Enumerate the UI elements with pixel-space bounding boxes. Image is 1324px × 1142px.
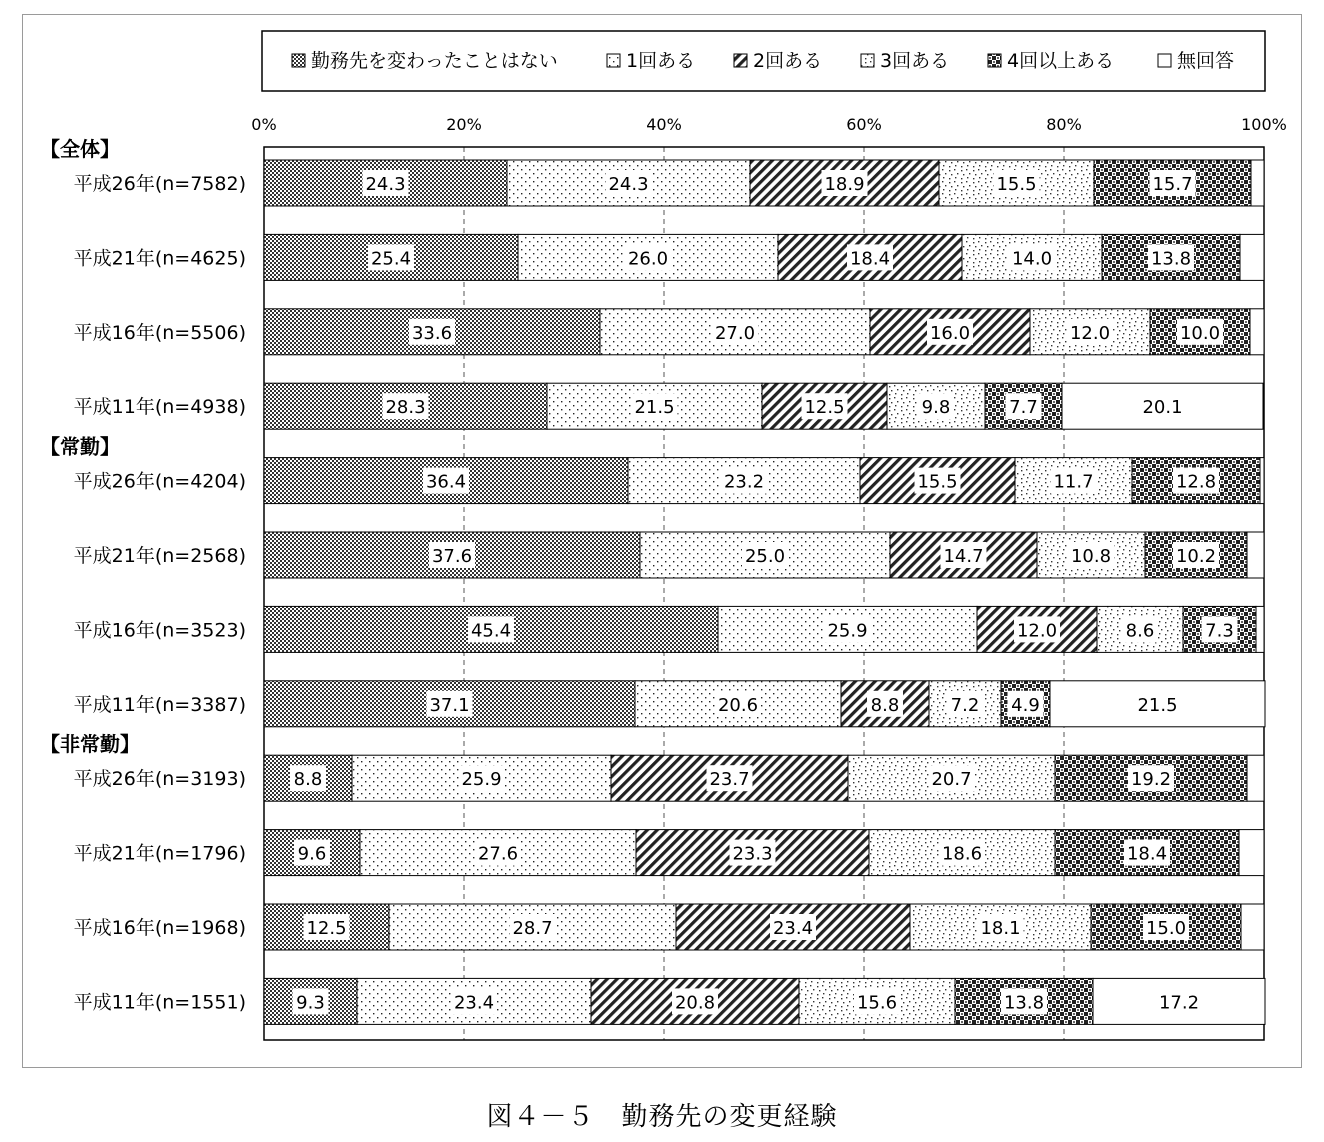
data-label: 26.0 <box>627 248 669 270</box>
row-label: 平成26年(n=7582) <box>73 173 246 195</box>
legend-label-1: 1回ある <box>626 50 696 72</box>
data-label: 20.8 <box>674 992 716 1014</box>
data-label: 20.7 <box>931 769 972 791</box>
legend-label-0: 勤務先を変わったことはない <box>311 50 558 72</box>
row-label: 平成16年(n=1968) <box>73 917 246 939</box>
data-label: 16.0 <box>929 322 971 344</box>
data-label: 12.5 <box>306 918 347 939</box>
data-label: 20.6 <box>717 694 759 716</box>
data-label: 21.5 <box>634 397 675 419</box>
row-label: 平成11年(n=3387) <box>73 693 246 716</box>
row-label: 平成21年(n=1796) <box>73 842 246 865</box>
legend <box>262 31 1265 91</box>
data-label: 9.8 <box>921 397 951 419</box>
bars <box>264 160 1265 1024</box>
data-label: 15.0 <box>1145 918 1187 939</box>
data-label: 15.6 <box>856 992 898 1014</box>
data-label: 19.2 <box>1130 769 1172 791</box>
x-tick-label: 0% <box>251 115 277 134</box>
legend-swatch-1 <box>607 54 620 67</box>
data-label: 7.3 <box>1205 620 1234 642</box>
data-label: 28.7 <box>512 918 553 939</box>
data-label: 24.3 <box>608 174 649 195</box>
data-label: 36.4 <box>425 471 467 493</box>
data-label: 7.2 <box>950 694 980 716</box>
row-label: 平成11年(n=4938) <box>73 396 246 419</box>
data-label: 18.1 <box>980 918 1021 939</box>
data-label: 14.7 <box>943 546 984 567</box>
data-label: 10.8 <box>1070 546 1112 567</box>
x-tick-label: 80% <box>1046 115 1082 134</box>
legend-swatch-2 <box>734 54 747 67</box>
data-label: 12.5 <box>804 397 845 419</box>
bar-segment-s5 <box>1250 309 1264 355</box>
data-label: 33.6 <box>411 322 453 344</box>
data-label: 18.4 <box>1126 843 1168 865</box>
data-label: 37.1 <box>429 694 470 716</box>
group-label: 【全体】 <box>40 137 120 161</box>
bar-segment-s5 <box>1247 755 1264 801</box>
bar-segment-s5 <box>1260 458 1264 504</box>
data-label: 25.9 <box>461 769 502 791</box>
data-label: 15.5 <box>996 174 1037 195</box>
data-label: 13.8 <box>1003 992 1045 1014</box>
data-label: 37.6 <box>431 546 473 567</box>
data-label: 25.9 <box>827 620 868 642</box>
data-label: 18.9 <box>824 174 865 195</box>
data-label: 15.7 <box>1152 174 1193 195</box>
data-label: 28.3 <box>385 397 426 419</box>
legend-label-2: 2回ある <box>753 50 823 72</box>
data-label: 25.0 <box>744 546 786 567</box>
legend-swatch-4 <box>988 54 1001 67</box>
data-label: 7.7 <box>1009 397 1038 419</box>
data-label: 23.2 <box>723 471 765 493</box>
data-label: 10.0 <box>1179 322 1221 344</box>
bar-segment-s5 <box>1251 160 1264 206</box>
row-labels <box>40 137 246 1013</box>
legend-swatch-0 <box>292 54 305 67</box>
data-label: 10.2 <box>1175 546 1217 567</box>
data-label: 23.7 <box>709 769 750 791</box>
bar-segment-s5 <box>1239 830 1264 876</box>
x-tick-label: 40% <box>646 115 682 134</box>
data-label: 27.0 <box>714 322 756 344</box>
bar-segment-s5 <box>1241 904 1264 950</box>
data-label: 8.8 <box>293 769 323 791</box>
data-label: 25.4 <box>370 248 412 270</box>
data-label: 12.0 <box>1016 620 1058 642</box>
x-tick-label: 60% <box>846 115 882 134</box>
row-label: 平成21年(n=2568) <box>73 545 246 567</box>
data-label: 23.4 <box>772 918 814 939</box>
data-label: 15.5 <box>917 471 958 493</box>
data-label: 18.4 <box>849 248 891 270</box>
legend-swatch-3 <box>861 54 874 67</box>
row-label: 平成16年(n=5506) <box>73 321 246 344</box>
row-label: 平成21年(n=4625) <box>73 247 246 270</box>
figure-caption: 図４－５ 勤務先の変更経験 <box>486 1102 838 1132</box>
x-tick-label: 20% <box>446 115 482 134</box>
legend-label-3: 3回ある <box>880 50 950 72</box>
row-label: 平成26年(n=3193) <box>73 768 246 791</box>
group-label: 【常勤】 <box>40 434 120 459</box>
data-label: 13.8 <box>1150 248 1192 270</box>
data-label: 12.0 <box>1069 322 1111 344</box>
x-tick-label: 100% <box>1241 115 1287 134</box>
data-label: 4.9 <box>1011 694 1040 716</box>
data-label: 9.3 <box>296 992 325 1014</box>
data-label: 12.8 <box>1175 471 1217 493</box>
data-label: 11.7 <box>1053 471 1094 493</box>
data-label: 45.4 <box>470 620 512 642</box>
row-label: 平成26年(n=4204) <box>73 470 246 493</box>
data-label: 23.4 <box>453 992 495 1014</box>
bar-segment-s5 <box>1256 606 1264 652</box>
data-label: 14.0 <box>1011 248 1053 270</box>
data-label: 23.3 <box>732 843 773 865</box>
bar-segment-s5 <box>1240 234 1264 280</box>
data-label: 18.6 <box>941 843 983 865</box>
data-label: 27.6 <box>477 843 519 865</box>
legend-label-4: 4回以上ある <box>1007 50 1115 72</box>
bar-segment-s5 <box>1247 532 1264 578</box>
data-label: 21.5 <box>1137 694 1178 716</box>
data-label: 20.1 <box>1142 397 1183 419</box>
row-label: 平成11年(n=1551) <box>73 991 246 1014</box>
data-label: 8.8 <box>870 694 900 716</box>
legend-label-5: 無回答 <box>1177 50 1235 72</box>
group-label: 【非常勤】 <box>40 732 140 757</box>
row-label: 平成16年(n=3523) <box>73 619 246 642</box>
data-label: 9.6 <box>297 843 327 865</box>
data-label: 8.6 <box>1125 620 1155 642</box>
legend-swatch-5 <box>1158 54 1171 67</box>
data-label: 17.2 <box>1158 992 1200 1014</box>
data-label: 24.3 <box>365 174 406 195</box>
